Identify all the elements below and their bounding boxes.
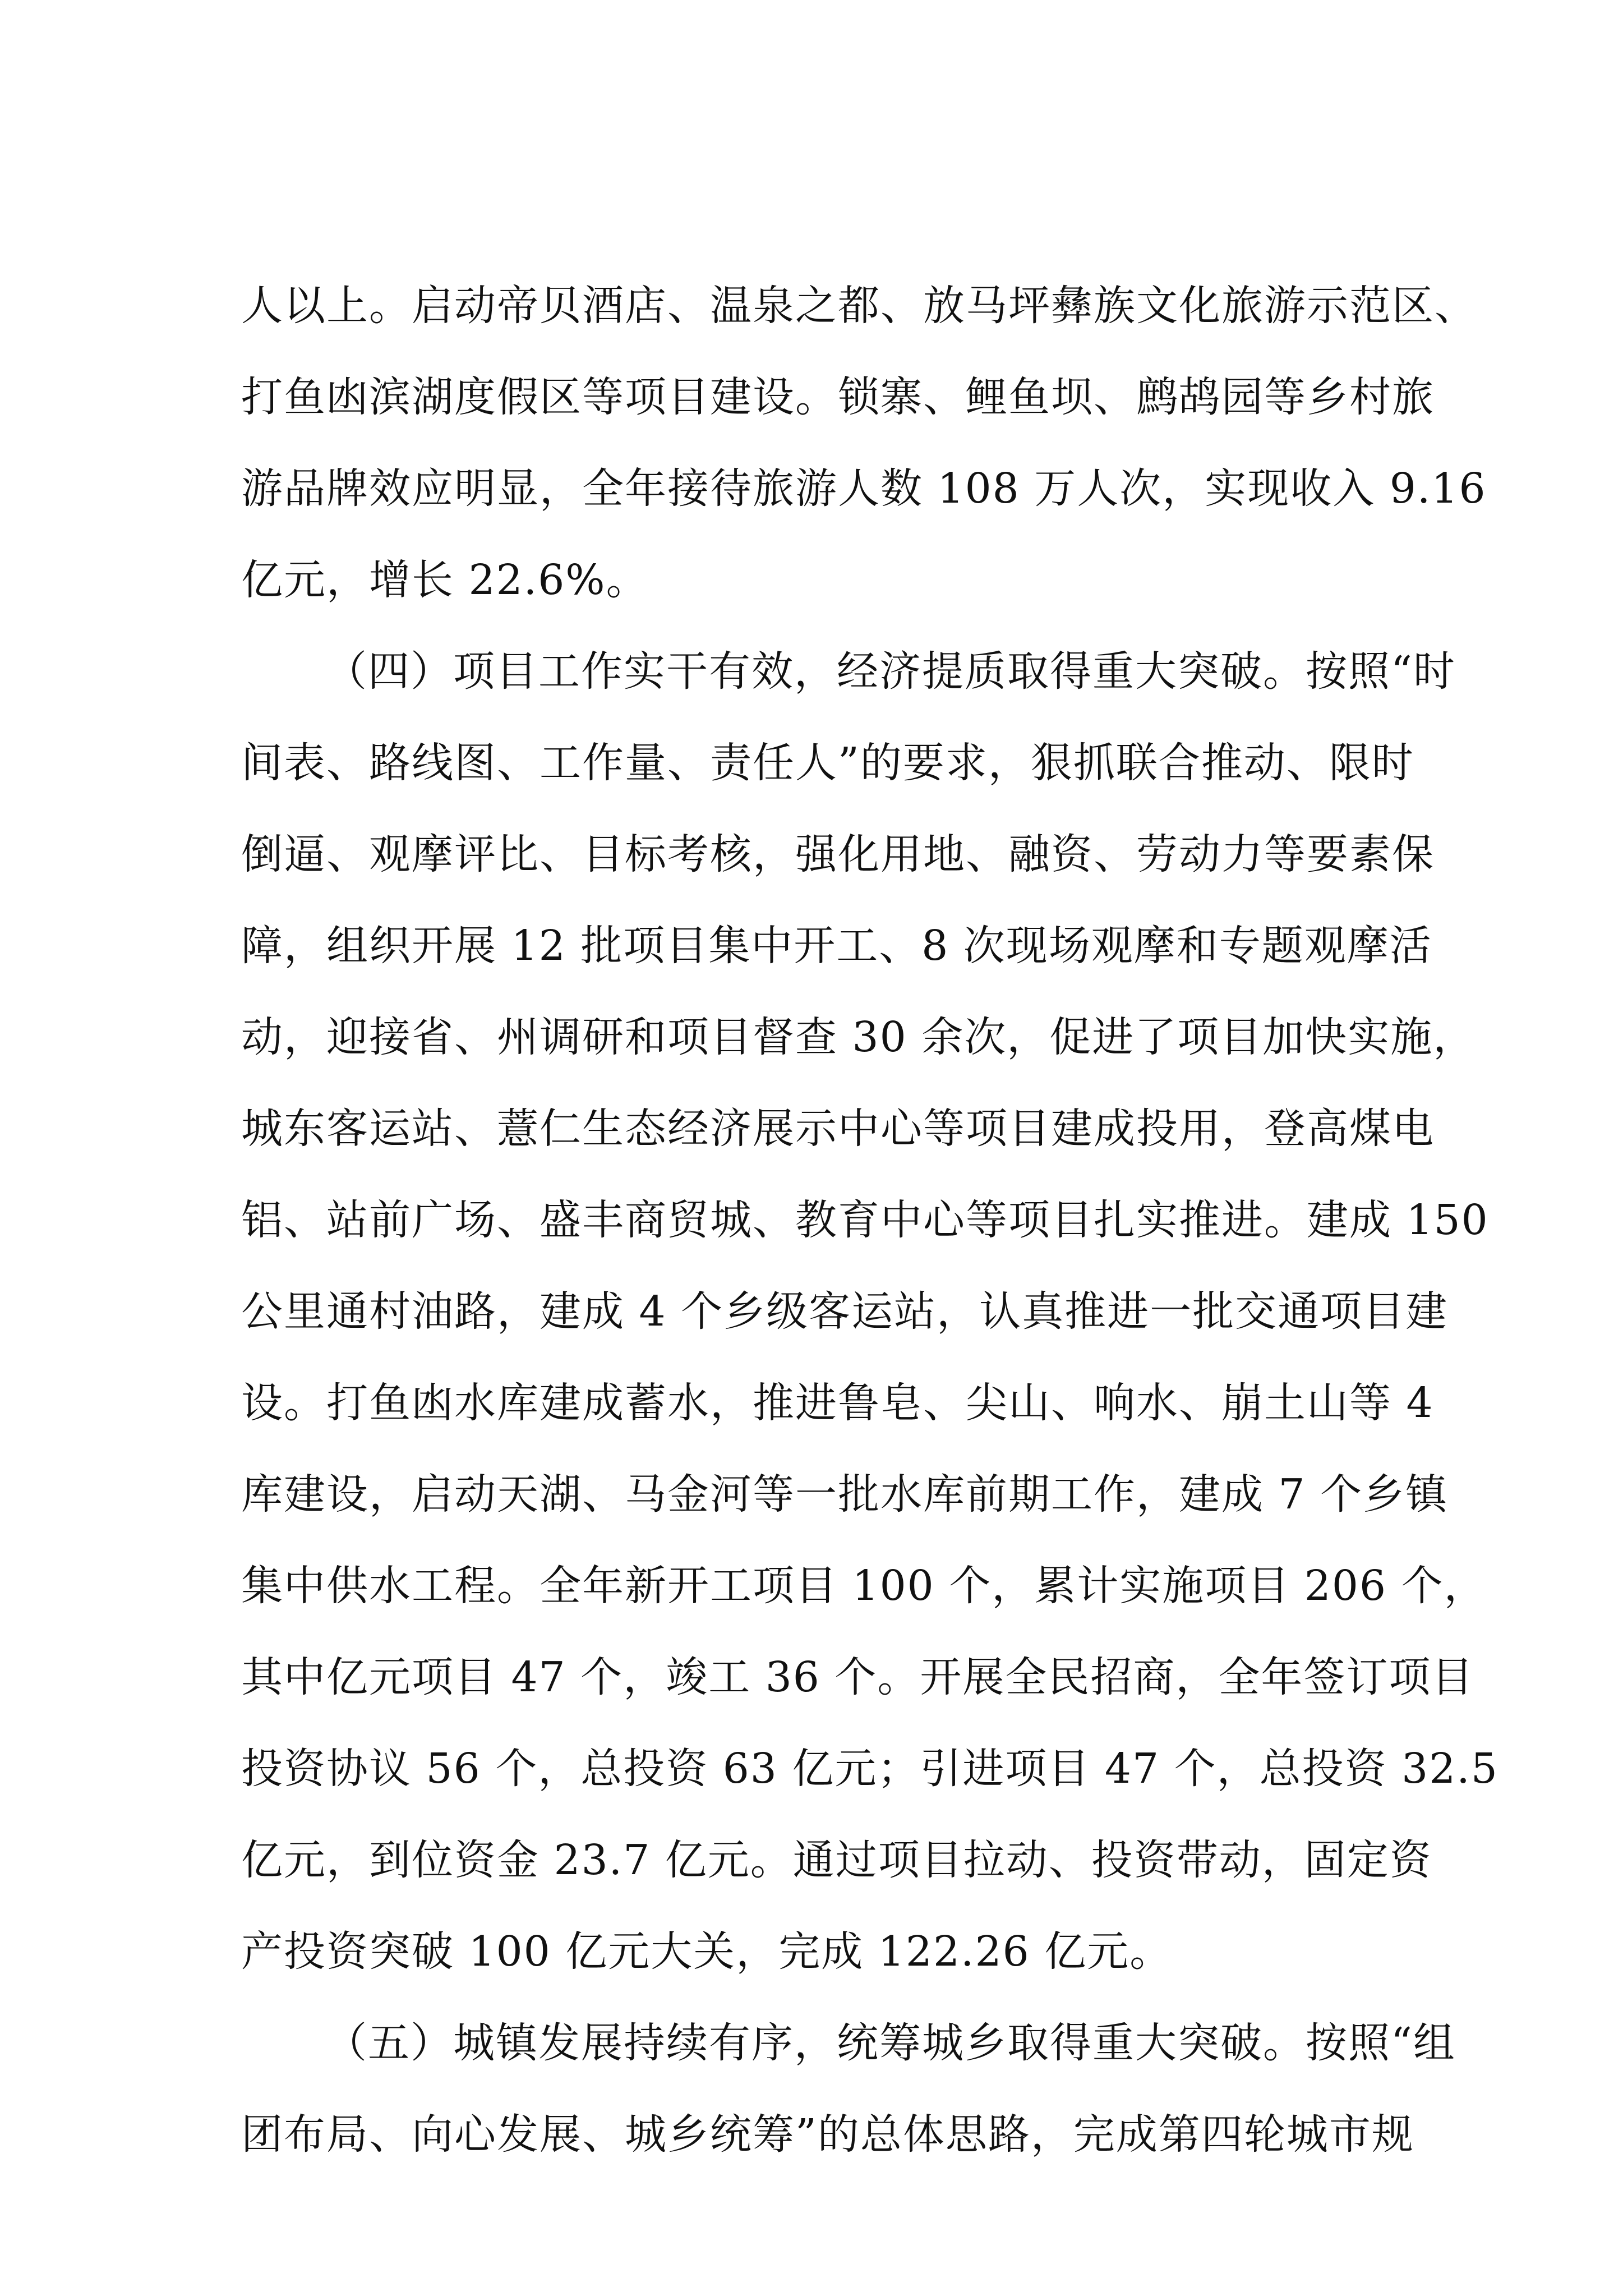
text-line: 设。打鱼凼水库建成蓄水，推进鲁皂、尖山、响水、崩土山等 4 [241, 1379, 1434, 1427]
text-line: 投资协议 56 个，总投资 63 亿元；引进项目 47 个，总投资 32.5 [241, 1745, 1498, 1793]
text-line: 动，迎接省、州调研和项目督查 30 余次，促进了项目加快实施， [241, 1013, 1476, 1061]
text-line: 铝、站前广场、盛丰商贸城、教育中心等项目扎实推进。建成 150 [241, 1196, 1489, 1244]
text-line: 产投资突破 100 亿元大关，完成 122.26 亿元。 [241, 1927, 1173, 1976]
section-heading-line: （四）项目工作实干有效，经济提质取得重大突破。按照“时 [325, 647, 1456, 696]
text-line: 倒逼、观摩评比、目标考核，强化用地、融资、劳动力等要素保 [241, 830, 1435, 878]
text-line: 打鱼凼滨湖度假区等项目建设。锁寨、鲤鱼坝、鹧鸪园等乡村旅 [241, 373, 1435, 421]
text-line: 游品牌效应明显，全年接待旅游人数 108 万人次，实现收入 9.16 [241, 464, 1487, 513]
text-line: 公里通村油路，建成 4 个乡级客运站，认真推进一批交通项目建 [241, 1287, 1449, 1336]
text-line: 亿元，到位资金 23.7 亿元。通过项目拉动、投资带动，固定资 [241, 1836, 1432, 1884]
text-line: 库建设，启动天湖、马金河等一批水库前期工作，建成 7 个乡镇 [241, 1470, 1449, 1519]
text-line: 间表、路线图、工作量、责任人”的要求，狠抓联合推动、限时 [241, 739, 1414, 787]
text-line: 其中亿元项目 47 个，竣工 36 个。开展全民招商，全年签订项目 [241, 1653, 1474, 1701]
text-line: 障，组织开展 12 批项目集中开工、8 次现场观摩和专题观摩活 [241, 922, 1432, 970]
text-line: 人以上。启动帝贝酒店、温泉之都、放马坪彝族文化旅游示范区、 [241, 282, 1477, 330]
text-line: 团布局、向心发展、城乡统筹”的总体思路，完成第四轮城市规 [241, 2110, 1414, 2159]
section-heading-line: （五）城镇发展持续有序，统筹城乡取得重大突破。按照“组 [325, 2019, 1456, 2067]
text-line: 亿元，增长 22.6%。 [241, 556, 649, 604]
text-line: 集中供水工程。全年新开工项目 100 个，累计实施项目 206 个， [241, 1562, 1487, 1610]
text-line: 城东客运站、薏仁生态经济展示中心等项目建成投用，登高煤电 [241, 1105, 1435, 1153]
